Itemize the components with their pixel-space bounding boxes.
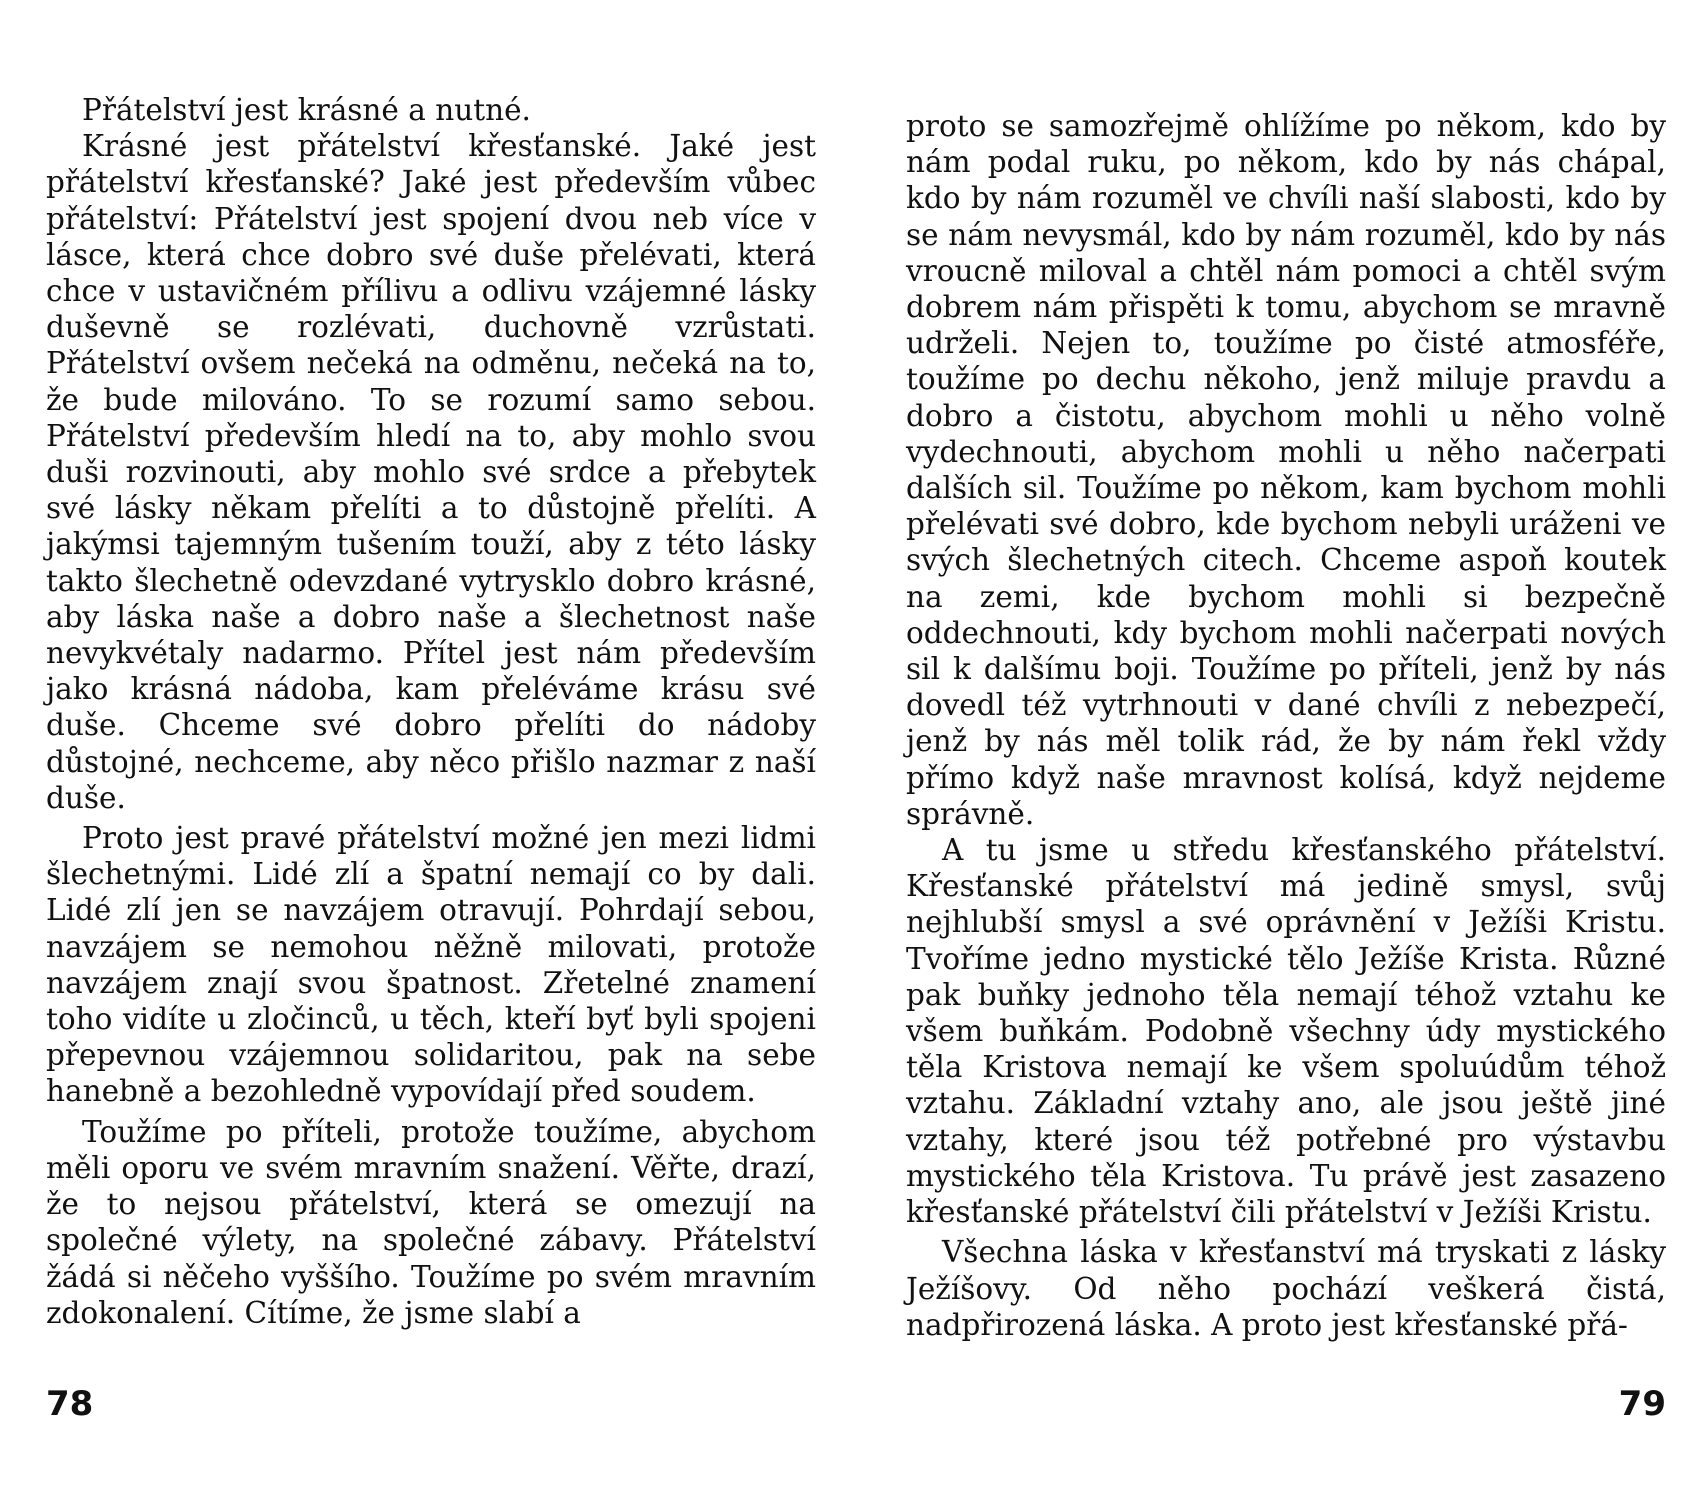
right-page-text bbox=[906, 108, 1666, 1343]
paragraph: A tu jsme u středu křesťanského přátelství. Křesťanské přátelství má jedině smysl, svůj nejhlubší smysl a své oprávnění v Ježíši Kristu. Tvoříme jedno mystické tělo Ježíše Krista. Různé pak buňky jednoho těla nemají téhož vztahu ke všem buňkám. Podobně všechny údy mystického těla Kristova nemají ke všem spoluúdům téhož vztahu. Základní vztahy ano, ale jsou ještě jiné vztahy, které jsou též potřebné pro výstavbu mystického těla Kristova. Tu právě jest zasazeno křesťanské přátelství čili přátelství v Ježíši Kristu. bbox=[906, 833, 1666, 1230]
page-number: 79 bbox=[1618, 1384, 1666, 1424]
right-page bbox=[906, 0, 1666, 1500]
page-number: 78 bbox=[46, 1384, 94, 1424]
paragraph: proto se samozřejmě ohlížíme po někom, kdo by nám podal ruku, po někom, kdo by nás chápal, kdo by nám rozuměl ve chvíli naší slabosti, kdo by se nám nevysmál, kdo by nám rozuměl, kdo by nás vroucně miloval a chtěl nám pomoci a chtěl svým dobrem nám přispěti k tomu, abychom se mravně udrželi. Nejen to, toužíme po čisté atmosféře, toužíme po dechu někoho, jenž miluje pravdu a dobro a čistotu, abychom mohli u něho volně vydechnouti, abychom mohli u něho načerpati dalších sil. Toužíme po někom, kam bychom mohli přelévati své dobro, kde bychom nebyli uráženi ve svých šlechetných citech. Chceme aspoň koutek na zemi, kde bychom mohli si bezpečně oddechnouti, kdy bychom mohli načerpati nových sil k dalšímu boji. Toužíme po příteli, jenž by nás dovedl též vytrhnouti v dané chvíli z nebezpečí, jenž by nás měl tolik rád, že by nám řekl vždy přímo když naše mravnost kolísá, když nejdeme správně. bbox=[906, 109, 1666, 831]
left-page bbox=[46, 0, 816, 1500]
paragraph: Proto jest pravé přátelství možné jen mezi lidmi šlechetnými. Lidé zlí a špatní nemají co by dali. Lidé zlí jen se navzájem otravují. Pohrdají sebou, navzájem se nemohou něžně milovati, protože navzájem znají svou špatnost. Zřetelné znamení toho vidíte u zločinců, u těch, kteří byť byli spojeni přepevnou vzájemnou solidaritou, pak na sebe hanebně a bezohledně vypovídají před soudem. bbox=[46, 821, 816, 1109]
paragraph: Krásné jest přátelství křesťanské. Jaké jest přátelství křesťanské? Jaké jest především vůbec přátelství: Přátelství jest spojení dvou neb více v lásce, která chce dobro své duše přelévati, která chce v ustavičném přílivu a odlivu vzájemné lásky duševně se rozlévati, duchovně vzrůstati. Přátelství ovšem nečeká na odměnu, nečeká na to, že bude milováno. To se rozumí samo sebou. Přátelství především hledí na to, aby mohlo svou duši rozvinouti, aby mohlo své srdce a přebytek své lásky někam přelíti a to důstojně přelíti. A jakýmsi tajemným tušením touží, aby z této lásky takto šlechetně odevzdané vytrysklo dobro krásné, aby láska naše a dobro naše a šlechetnost naše nevykvétaly nadarmo. Přítel jest nám především jako krásná nádoba, kam přeléváme krásu své duše. Chceme své dobro přelíti do nádoby důstojné, nechceme, aby něco přišlo nazmar z naší duše. bbox=[46, 129, 816, 815]
paragraph: Toužíme po příteli, protože toužíme, abychom měli oporu ve svém mravním snažení. Věřte, drazí, že to nejsou přátelství, která se omezují na společné výlety, na společné zábavy. Přátelství žádá si něčeho vyššího. Toužíme po svém mravním zdokonalení. Cítíme, že jsme slabí a bbox=[46, 1114, 816, 1330]
left-page-text bbox=[46, 92, 816, 1331]
paragraph: Přátelství jest krásné a nutné. bbox=[82, 93, 531, 127]
paragraph: Všechna láska v křesťanství má tryskati z lásky Ježíšovy. Od něho pochází veškerá čistá, nadpřirozená láska. A proto jest křesťanské přá- bbox=[906, 1235, 1666, 1342]
